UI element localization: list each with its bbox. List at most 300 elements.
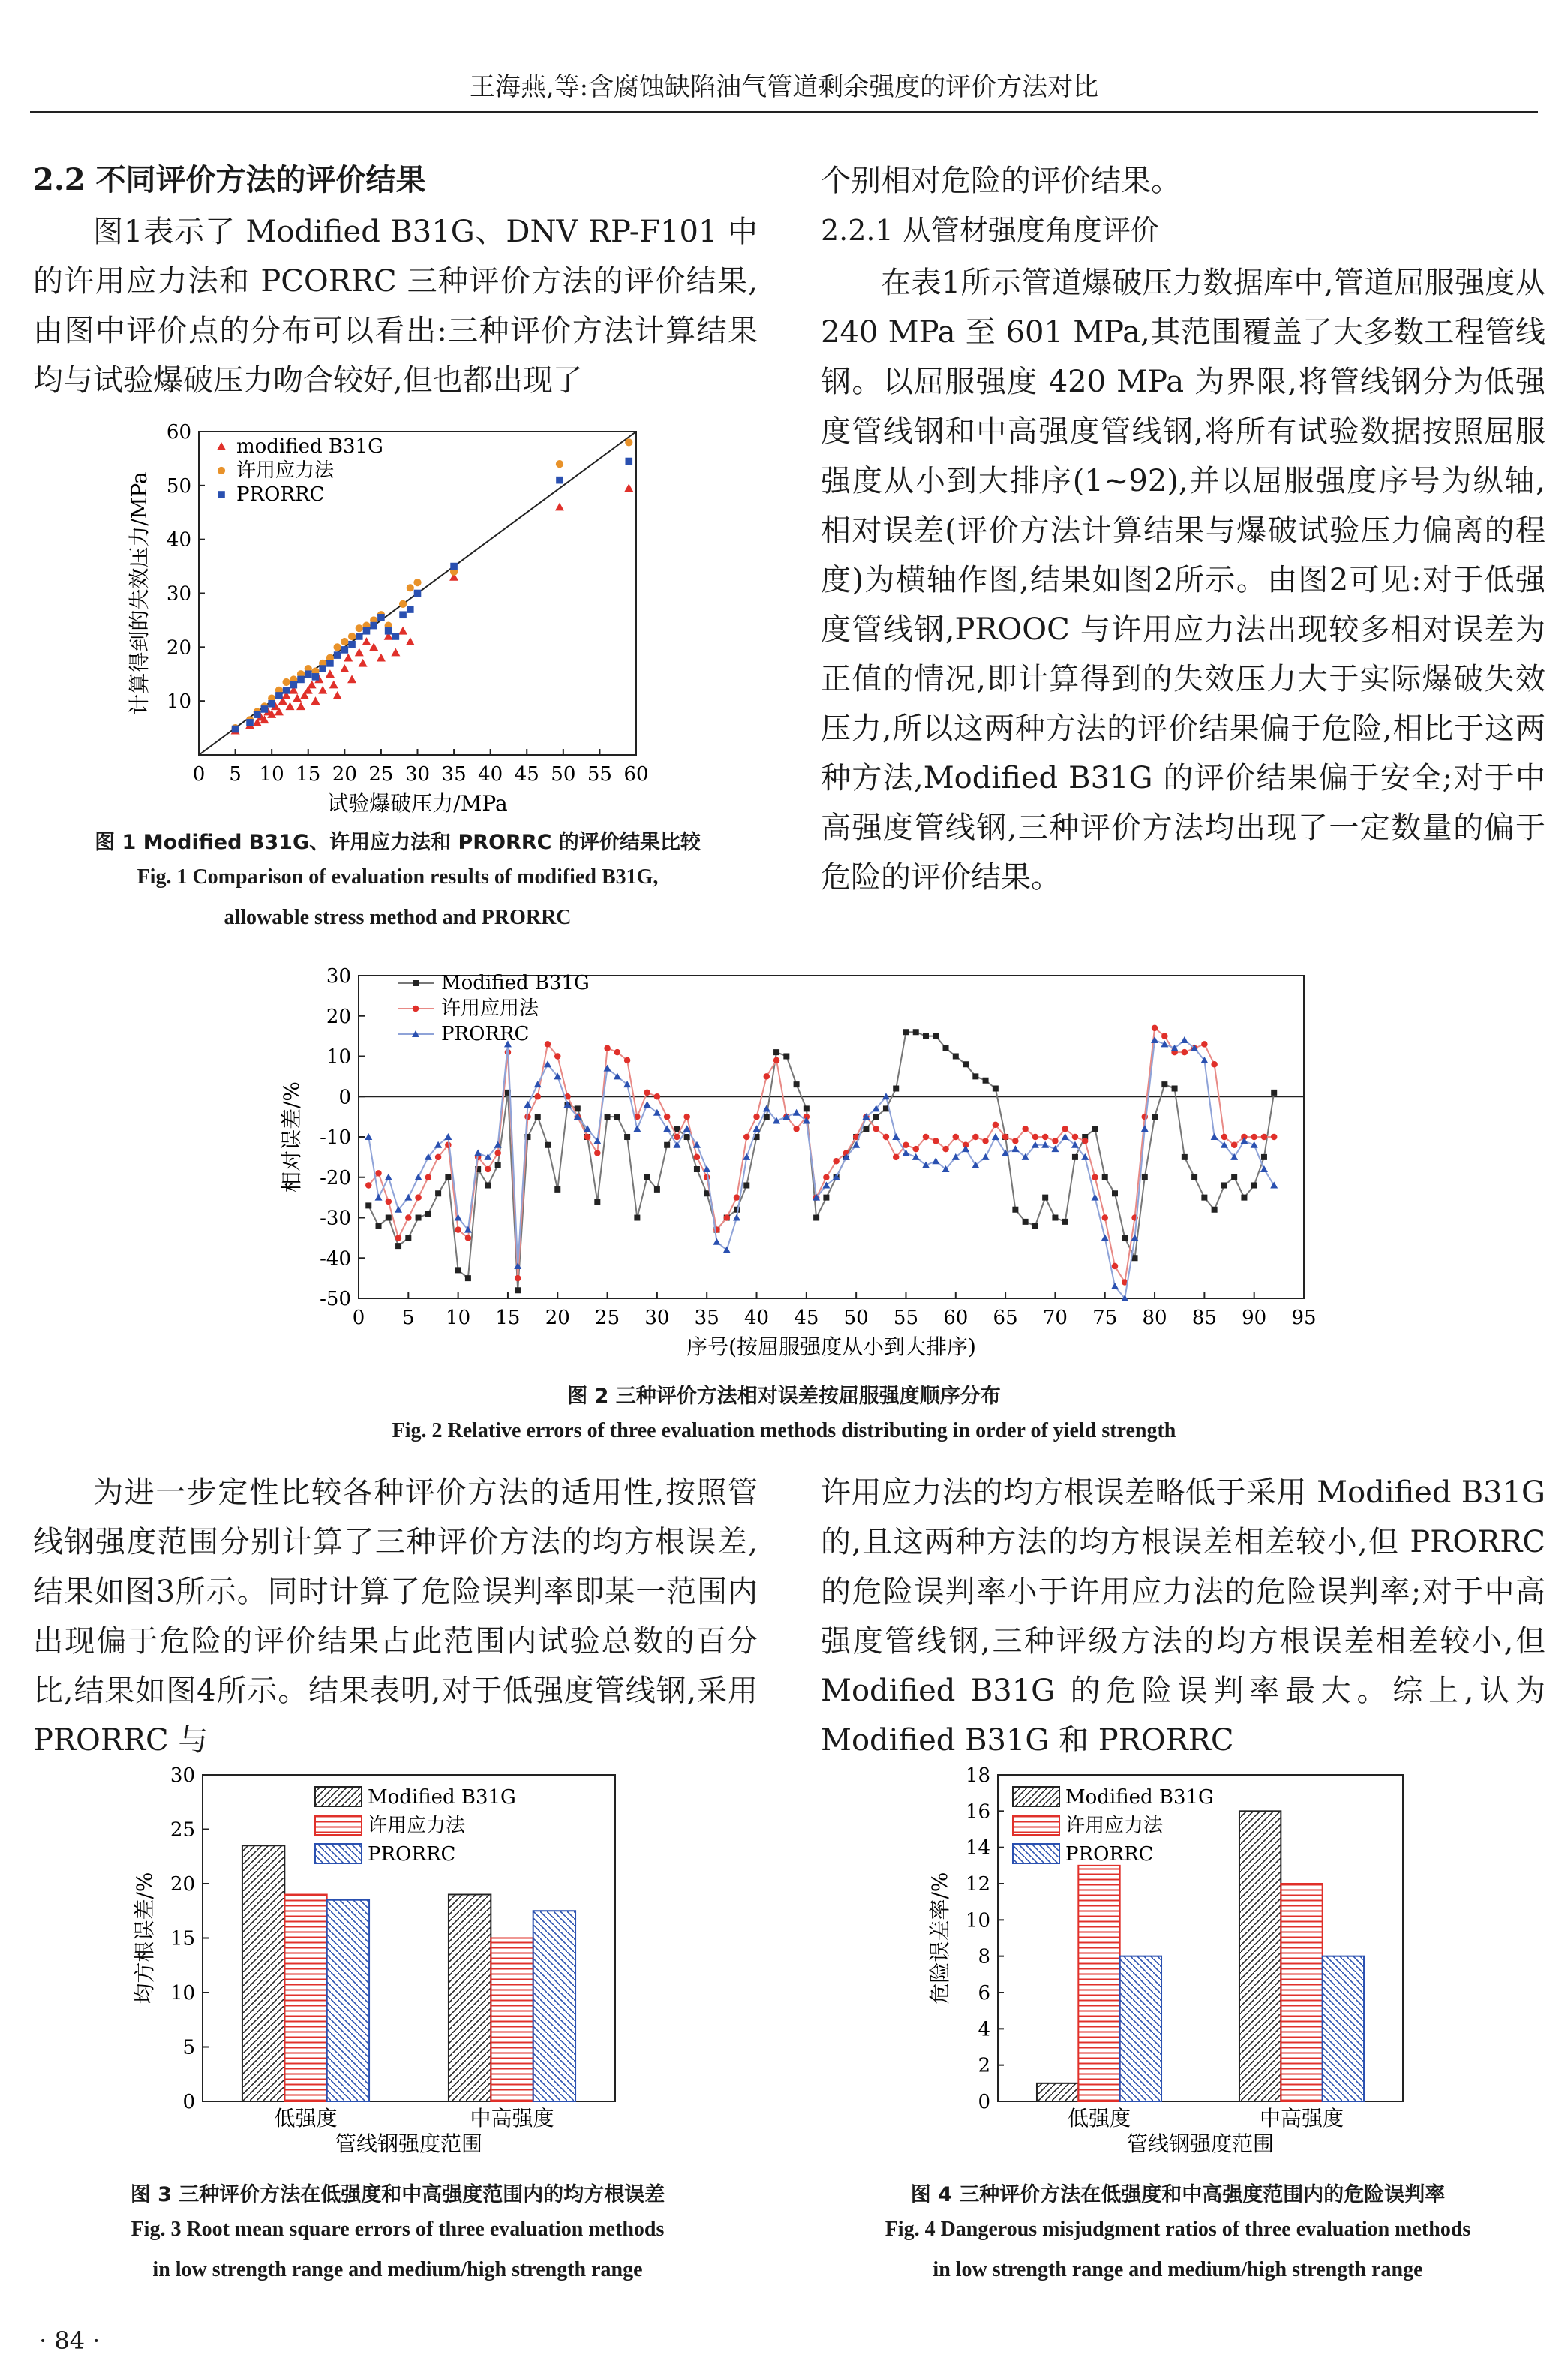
- fig4-bar: [1323, 1956, 1364, 2101]
- fig3-category-label: 低强度: [274, 2106, 338, 2131]
- fig4-y-tick-label: 10: [965, 1909, 990, 1932]
- fig2-point-1: [704, 1174, 710, 1181]
- fig2-point-1: [1032, 1134, 1039, 1141]
- fig1-point-0: [318, 686, 327, 694]
- fig3-legend-label-2: PRORRC: [368, 1843, 456, 1866]
- fig2-point-1: [1231, 1142, 1238, 1149]
- fig4-bar: [1239, 1811, 1281, 2101]
- fig2-point-2: [385, 1174, 392, 1180]
- fig1-point-0: [344, 654, 353, 662]
- fig2-point-0: [515, 1287, 521, 1293]
- fig2-caption-en: Fig. 2 Relative errors of three evaluation methods distributing in order of yield strength: [392, 1419, 1176, 1442]
- fig3-y-tick-label: 15: [170, 1927, 195, 1950]
- fig2-point-1: [1002, 1134, 1009, 1141]
- fig2-point-0: [933, 1033, 939, 1039]
- fig2-point-0: [405, 1235, 411, 1241]
- fig2-point-0: [495, 1162, 501, 1168]
- fig2-y-tick-label: 20: [326, 1005, 351, 1028]
- fig2-point-0: [376, 1223, 382, 1229]
- fig2-x-tick-label: 80: [1142, 1307, 1167, 1329]
- fig2-point-0: [993, 1086, 999, 1092]
- fig2-point-1: [723, 1214, 730, 1221]
- fig2-point-2: [1270, 1182, 1278, 1189]
- fig2-point-0: [743, 1183, 749, 1189]
- fig2-point-1: [425, 1174, 432, 1181]
- fig2-point-1: [1201, 1041, 1208, 1048]
- fig2-y-tick-label: 10: [326, 1045, 351, 1069]
- fig1-x-tick-label: 25: [368, 763, 394, 786]
- fig2-point-1: [485, 1166, 491, 1173]
- fig2-point-0: [1161, 1081, 1167, 1087]
- fig2-y-tick-label: -50: [320, 1288, 351, 1310]
- fig1-point-0: [285, 702, 294, 710]
- fig3-bar: [449, 1895, 491, 2102]
- fig2-point-0: [1152, 1114, 1158, 1120]
- running-header: 王海燕,等:含腐蚀缺陷油气管道剩余强度的评价方法对比: [469, 72, 1099, 102]
- fig1-point-0: [333, 691, 342, 699]
- fig2-point-0: [624, 1134, 630, 1140]
- fig2-point-0: [1172, 1086, 1178, 1092]
- fig2-point-1: [534, 1093, 541, 1100]
- fig1-point-0: [296, 702, 305, 710]
- fig2-point-0: [455, 1267, 461, 1273]
- fig2-point-1: [953, 1134, 960, 1141]
- fig2-point-1: [654, 1093, 661, 1100]
- fig2-point-1: [683, 1114, 690, 1120]
- fig3-legend-swatch-2: [315, 1844, 362, 1863]
- fig1-point-0: [293, 694, 302, 702]
- fig2-point-2: [892, 1133, 900, 1140]
- fig1-point-0: [398, 627, 407, 635]
- fig2-legend-label-1: 许用应用法: [441, 997, 539, 1020]
- fig1-point-2: [334, 651, 341, 659]
- fig2-point-1: [395, 1235, 402, 1241]
- fig2-point-1: [435, 1154, 442, 1161]
- fig1-point-2: [385, 627, 392, 635]
- fig2-point-2: [404, 1194, 412, 1201]
- fig1-point-0: [377, 654, 386, 662]
- fig2-point-2: [1091, 1194, 1098, 1201]
- fig2-point-0: [654, 1186, 660, 1193]
- fig2-point-0: [535, 1114, 541, 1120]
- fig2-point-0: [1271, 1090, 1277, 1096]
- fig2-point-1: [1062, 1126, 1068, 1132]
- fig2-point-0: [863, 1126, 869, 1132]
- fig2-point-0: [634, 1215, 640, 1221]
- fig4-y-tick-label: 8: [978, 1945, 990, 1968]
- fig2-point-0: [1122, 1235, 1128, 1241]
- fig1-point-1: [283, 678, 290, 686]
- fig2-point-0: [903, 1029, 909, 1035]
- fig2-point-1: [1251, 1134, 1257, 1141]
- fig2-point-0: [545, 1142, 551, 1148]
- fig2-point-0: [943, 1045, 949, 1051]
- fig1-point-0: [369, 642, 378, 651]
- fig2-point-0: [1241, 1195, 1247, 1201]
- fig2-point-2: [1151, 1036, 1158, 1043]
- fig4-legend-label-1: 许用应力法: [1065, 1815, 1164, 1837]
- fig2-point-0: [1191, 1174, 1197, 1180]
- fig2-point-0: [963, 1061, 969, 1067]
- fig2-series-line-1: [368, 1028, 1274, 1283]
- fig2-point-1: [743, 1134, 750, 1141]
- fig4-y-tick-label: 12: [965, 1873, 990, 1896]
- fig2-point-0: [813, 1215, 819, 1221]
- fig2-series-line-2: [368, 1040, 1274, 1298]
- fig2-point-0: [1062, 1219, 1068, 1225]
- fig2-caption-cn: 图 2 三种评价方法相对误差按屈服强度顺序分布: [567, 1385, 1001, 1408]
- fig1-point-0: [362, 637, 371, 645]
- fig2-point-2: [763, 1105, 770, 1111]
- fig1-point-2: [625, 458, 632, 465]
- fig2-point-1: [1012, 1138, 1019, 1144]
- fig1-point-0: [391, 648, 400, 657]
- fig2-point-0: [913, 1029, 919, 1035]
- fig1-point-0: [311, 696, 320, 705]
- fig2-point-0: [575, 1105, 581, 1111]
- fig1-point-2: [399, 611, 407, 618]
- fig2-point-2: [753, 1125, 761, 1132]
- fig2-x-tick-label: 30: [644, 1307, 670, 1329]
- fig1-legend-label-1: 许用应力法: [236, 459, 335, 482]
- fig2-point-2: [733, 1214, 740, 1221]
- fig2-point-2: [375, 1194, 383, 1201]
- fig2-legend-label-0: Modified B31G: [441, 972, 590, 994]
- fig1-point-2: [377, 614, 385, 621]
- fig2-point-0: [773, 1049, 779, 1055]
- fig1-legend-marker-2: [218, 491, 225, 498]
- fig3-bar: [327, 1900, 369, 2101]
- fig3-category-label: 中高强度: [470, 2106, 554, 2131]
- fig2-point-0: [983, 1078, 989, 1084]
- fig2-y-tick-label: -40: [320, 1247, 351, 1271]
- fig1-point-2: [312, 673, 320, 681]
- fig2-legend-label-2: PRORRC: [441, 1023, 530, 1045]
- fig1-point-2: [392, 633, 400, 640]
- fig2-point-1: [386, 1199, 392, 1205]
- fig1-point-1: [334, 643, 341, 651]
- fig1-x-tick-label: 50: [551, 763, 576, 786]
- fig1-x-tick-label: 45: [514, 763, 539, 786]
- fig2-point-0: [1231, 1174, 1237, 1180]
- fig1-y-tick-label: 40: [166, 528, 191, 552]
- fig3-bar: [491, 1938, 533, 2102]
- fig2-point-0: [614, 1114, 620, 1120]
- fig1-point-2: [319, 665, 326, 672]
- fig1-point-0: [359, 659, 368, 667]
- fig1-point-2: [414, 590, 422, 597]
- fig2-point-1: [594, 1150, 601, 1156]
- fig1-x-tick-label: 15: [296, 763, 321, 786]
- fig2-point-1: [1101, 1214, 1108, 1221]
- fig2-point-0: [893, 1086, 899, 1092]
- fig2-point-2: [633, 1125, 641, 1132]
- fig2-point-1: [545, 1041, 551, 1048]
- fig2-point-2: [663, 1125, 671, 1132]
- fig3-y-tick-label: 10: [170, 1982, 195, 2005]
- fig4-y-tick-label: 4: [978, 2018, 990, 2041]
- fig2-point-0: [923, 1033, 929, 1039]
- fig4-bar: [1078, 1866, 1119, 2101]
- fig2-y-tick-label: 0: [338, 1086, 351, 1109]
- fig2-point-1: [1092, 1174, 1098, 1181]
- fig2-point-0: [554, 1186, 560, 1193]
- fig2-x-tick-label: 0: [352, 1307, 365, 1329]
- fig2-point-1: [903, 1142, 909, 1149]
- fig2-point-2: [793, 1109, 801, 1116]
- fig2-point-2: [932, 1157, 939, 1164]
- fig2-x-tick-label: 20: [545, 1307, 570, 1329]
- fig2-point-0: [664, 1142, 670, 1148]
- fig1-y-tick-label: 30: [166, 582, 191, 606]
- fig3-caption-en-2: in low strength range and medium/high strength range: [152, 2258, 643, 2281]
- fig2-point-0: [1132, 1255, 1138, 1261]
- fig4-bar: [1281, 1884, 1322, 2101]
- fig2-point-0: [386, 1215, 392, 1221]
- fig2-point-1: [415, 1194, 422, 1201]
- fig2-x-tick-label: 85: [1191, 1307, 1217, 1329]
- fig2-point-1: [933, 1138, 939, 1144]
- fig4-y-tick-label: 6: [978, 1982, 990, 2005]
- header-rule: [30, 111, 1538, 113]
- fig4-caption-en-1: Fig. 4 Dangerous misjudgment ratios of three evaluation methods: [885, 2218, 1471, 2241]
- section-heading: 2.2 不同评价方法的评价结果: [33, 162, 426, 197]
- fig1-caption-en-2: allowable stress method and PRORRC: [224, 906, 572, 929]
- page-number: · 84 ·: [39, 2326, 101, 2355]
- fig1-point-2: [348, 641, 356, 648]
- fig1-point-2: [254, 711, 261, 718]
- fig1-point-2: [341, 646, 349, 654]
- fig2-point-0: [1023, 1219, 1029, 1225]
- fig2-point-1: [584, 1134, 591, 1141]
- fig2-y-tick-label: 30: [326, 965, 351, 988]
- fig2-y-tick-label: -30: [320, 1207, 351, 1230]
- fig3-y-tick-label: 5: [182, 2036, 195, 2059]
- fig2-point-0: [684, 1134, 690, 1140]
- fig1-point-0: [347, 675, 356, 683]
- fig2-point-1: [664, 1114, 671, 1120]
- fig2-point-0: [1012, 1207, 1018, 1213]
- fig1-caption-cn: 图 1 Modified B31G、许用应力法和 PRORRC 的评价结果比较: [95, 831, 701, 854]
- fig2-point-1: [1271, 1134, 1278, 1141]
- fig2-point-1: [1072, 1134, 1079, 1141]
- fig2-x-tick-label: 50: [843, 1307, 869, 1329]
- fig4-bar-chart: [795, 1756, 1568, 2176]
- fig3-legend-swatch-0: [315, 1787, 362, 1806]
- fig4-caption-en-2: in low strength range and medium/high strength range: [933, 2258, 1423, 2281]
- paragraph-1: 图1表示了 Modified B31G、DNV RP-F101 中的许用应力法和 PCORRC 三种评价方法的评价结果,由图中评价点的分布可以看出:三种评价方法计算结果均与试验爆破压力吻合较好,但也都出现了: [33, 215, 758, 398]
- fig4-caption-cn: 图 4 三种评价方法在低强度和中高强度范围内的危险误判率: [910, 2183, 1446, 2206]
- fig1-point-2: [556, 477, 563, 484]
- fig1-y-tick-label: 60: [166, 421, 191, 444]
- fig2-point-0: [1221, 1183, 1227, 1189]
- fig2-legend-marker-0: [413, 980, 419, 986]
- fig1-caption-en-1: Fig. 1 Comparison of evaluation results of modified B31G,: [137, 865, 659, 889]
- fig2-x-tick-label: 5: [402, 1307, 415, 1329]
- fig2-y-tick-label: -20: [320, 1166, 351, 1190]
- fig2-point-1: [764, 1073, 770, 1080]
- fig3-legend-label-0: Modified B31G: [368, 1786, 516, 1809]
- fig3-y-tick-label: 0: [182, 2091, 195, 2113]
- fig1-point-0: [326, 669, 335, 678]
- fig2-point-2: [902, 1150, 909, 1156]
- paragraph-5: 许用应力法的均方根误差略低于采用 Modified B31G 的,且这两种方法的均方根误差相差较小,但 PRORRC 的危险误判率小于许用应力法的危险误判率;对于中高强度管线钢,三种评级方法的均方根误差相差较小,但 Modified B31G 的危险误判率最大。综上,认为 Modified B31G 和 PRORRC: [821, 1475, 1545, 1758]
- fig2-point-2: [415, 1174, 422, 1180]
- fig4-legend-swatch-1: [1013, 1815, 1059, 1835]
- fig2-point-1: [1152, 1025, 1158, 1032]
- fig2-point-0: [605, 1114, 611, 1120]
- fig2-x-tick-label: 40: [743, 1307, 770, 1329]
- fig1-y-tick-label: 10: [166, 690, 191, 714]
- fig2-point-0: [1142, 1174, 1148, 1180]
- fig4-y-axis-label: 危险误差率/%: [927, 1872, 952, 2005]
- fig2-point-1: [694, 1154, 701, 1161]
- fig2-point-0: [1261, 1154, 1267, 1160]
- fig2-point-2: [1211, 1133, 1218, 1140]
- fig2-point-1: [1211, 1061, 1218, 1068]
- fig2-point-0: [1201, 1195, 1207, 1201]
- fig1-point-1: [625, 438, 632, 446]
- fig1-point-0: [624, 483, 633, 492]
- fig1-point-1: [341, 638, 348, 645]
- fig2-point-0: [416, 1215, 422, 1221]
- fig1-y-tick-label: 20: [166, 636, 191, 660]
- fig3-bar: [533, 1911, 575, 2101]
- fig2-point-1: [1161, 1033, 1168, 1039]
- fig1-point-2: [407, 606, 414, 613]
- fig2-point-0: [395, 1243, 401, 1249]
- fig1-point-2: [305, 670, 312, 678]
- fig2-x-tick-label: 90: [1242, 1307, 1267, 1329]
- fig2-point-1: [1022, 1126, 1029, 1132]
- fig1-legend-label-2: PRORRC: [236, 483, 325, 506]
- fig4-y-tick-label: 2: [978, 2054, 990, 2077]
- fig4-y-tick-label: 18: [965, 1764, 990, 1787]
- fig2-point-2: [514, 1262, 521, 1269]
- fig4-y-tick-label: 14: [965, 1836, 990, 1860]
- fig1-point-0: [329, 681, 338, 689]
- fig1-x-tick-label: 10: [259, 763, 284, 786]
- fig2-point-1: [1112, 1263, 1119, 1270]
- fig3-x-axis-label: 管线钢强度范围: [335, 2131, 483, 2156]
- fig1-point-2: [290, 681, 298, 689]
- fig4-legend-label-0: Modified B31G: [1065, 1786, 1214, 1809]
- fig2-point-1: [972, 1134, 979, 1141]
- fig2-point-1: [1042, 1134, 1049, 1141]
- fig2-legend-marker-1: [413, 1006, 419, 1012]
- fig2-point-0: [1072, 1154, 1078, 1160]
- fig2-point-2: [982, 1153, 990, 1160]
- fig1-point-2: [370, 622, 377, 630]
- fig1-point-2: [297, 676, 305, 684]
- fig3-bar: [242, 1845, 284, 2101]
- fig2-point-2: [365, 1133, 372, 1140]
- fig2-point-0: [1102, 1174, 1108, 1180]
- fig2-point-1: [893, 1154, 900, 1161]
- fig2-point-1: [494, 1150, 501, 1156]
- fig2-point-2: [1101, 1234, 1109, 1241]
- fig2-point-2: [673, 1141, 680, 1148]
- fig2-point-0: [674, 1126, 680, 1132]
- fig1-scatter-chart: [0, 405, 780, 826]
- fig2-point-1: [1182, 1049, 1188, 1056]
- fig1-point-1: [407, 584, 414, 591]
- fig2-point-1: [375, 1170, 382, 1177]
- fig2-point-0: [764, 1114, 770, 1120]
- fig2-point-1: [1261, 1134, 1268, 1141]
- paragraph-2: 个别相对危险的评价结果。: [821, 164, 1181, 198]
- fig2-x-tick-label: 65: [993, 1307, 1018, 1329]
- fig2-point-1: [455, 1226, 461, 1233]
- subsection-heading: 2.2.1 从管材强度角度评价: [821, 214, 1159, 247]
- fig2-point-1: [365, 1182, 372, 1189]
- fig2-point-1: [773, 1057, 780, 1064]
- fig2-point-2: [713, 1238, 720, 1245]
- fig2-x-tick-label: 75: [1092, 1307, 1118, 1329]
- fig2-point-0: [465, 1275, 471, 1281]
- fig1-x-tick-label: 60: [623, 763, 649, 786]
- fig1-point-2: [283, 687, 290, 694]
- fig2-point-0: [425, 1211, 431, 1217]
- fig1-point-2: [326, 660, 334, 667]
- fig2-point-0: [972, 1073, 978, 1079]
- fig2-point-0: [1182, 1154, 1188, 1160]
- fig2-point-0: [1092, 1126, 1098, 1132]
- fig2-point-1: [923, 1134, 930, 1141]
- fig1-y-axis-label: 计算得到的失效压力/MPa: [127, 471, 152, 715]
- fig1-x-tick-label: 5: [229, 763, 242, 786]
- fig2-point-0: [873, 1114, 879, 1120]
- fig2-y-axis-label: 相对误差/%: [279, 1081, 304, 1193]
- fig3-legend-label-1: 许用应力法: [368, 1815, 466, 1837]
- fig4-bar: [1037, 2083, 1078, 2101]
- fig1-point-1: [356, 624, 363, 632]
- fig2-point-0: [435, 1190, 441, 1196]
- fig2-point-0: [804, 1105, 810, 1111]
- fig2-point-1: [644, 1090, 650, 1096]
- fig2-point-2: [1062, 1133, 1069, 1140]
- fig4-bar: [1120, 1956, 1161, 2101]
- fig2-point-1: [942, 1146, 949, 1153]
- fig2-point-0: [1042, 1195, 1048, 1201]
- fig2-point-1: [674, 1134, 680, 1141]
- fig3-legend-swatch-1: [315, 1815, 362, 1835]
- fig4-legend-label-2: PRORRC: [1065, 1843, 1154, 1866]
- fig3-y-tick-label: 25: [170, 1818, 195, 1842]
- fig1-x-tick-label: 30: [404, 763, 431, 786]
- fig2-x-tick-label: 15: [495, 1307, 521, 1329]
- fig3-y-tick-label: 20: [170, 1873, 195, 1896]
- fig2-point-0: [644, 1174, 650, 1180]
- fig1-x-axis-label: 试验爆破压力/MPa: [327, 791, 508, 816]
- fig2-point-1: [912, 1146, 919, 1153]
- fig2-point-0: [1112, 1190, 1118, 1196]
- fig1-y-tick-label: 50: [166, 474, 191, 498]
- fig1-legend-label-0: modified B31G: [236, 435, 383, 458]
- fig2-point-0: [783, 1054, 789, 1060]
- fig1-legend-marker-1: [218, 467, 225, 474]
- fig2-point-2: [703, 1165, 710, 1172]
- fig2-point-0: [365, 1202, 371, 1208]
- fig4-y-tick-label: 0: [978, 2091, 990, 2113]
- fig1-point-1: [556, 460, 563, 468]
- fig2-point-2: [1141, 1125, 1149, 1132]
- fig2-point-2: [644, 1101, 651, 1108]
- fig2-point-1: [883, 1134, 890, 1141]
- fig2-point-1: [465, 1235, 472, 1241]
- fig2-point-1: [624, 1057, 631, 1064]
- fig2-x-tick-label: 25: [595, 1307, 620, 1329]
